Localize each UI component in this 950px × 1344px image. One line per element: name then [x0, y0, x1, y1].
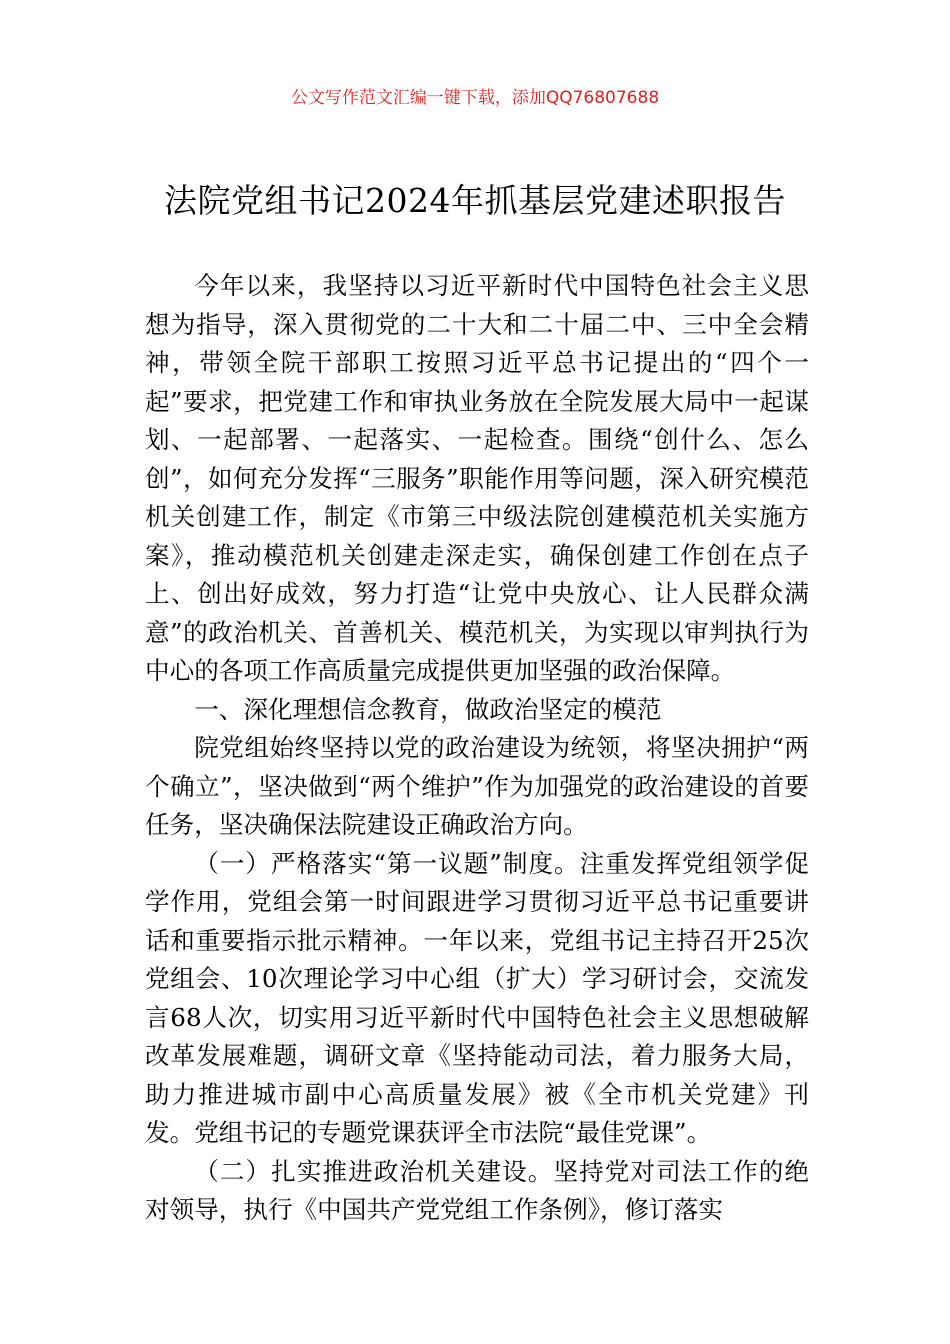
document-title: 法院党组书记2024年抓基层党建述职报告	[164, 181, 786, 220]
document-body	[145, 267, 809, 1230]
subsection-1-paragraph: （一）严格落实“第一议题”制度。注重发挥党组领学促学作用，党组会第一时间跟进学习贯彻习近平总书记重要讲话和重要指示批示精神。一年以来，党组书记主持召开25次党组会、10次理论学习中心组（扩大）学习研讨会，交流发言68人次，切实用习近平新时代中国特色社会主义思想破解改革发展难题，调研文章《坚持能动司法，着力服务大局，助力推进城市副中心高质量发展》被《全市机关党建》刊发。党组书记的专题党课获评全市法院“最佳党课”。	[145, 848, 809, 1147]
subsection-2-paragraph: （二）扎实推进政治机关建设。坚持党对司法工作的绝对领导，执行《中国共产党党组工作条例》，修订落实	[145, 1156, 809, 1224]
download-banner: 公文写作范文汇编一键下载，添加QQ76807688	[290, 88, 660, 108]
intro-paragraph: 今年以来，我坚持以习近平新时代中国特色社会主义思想为指导，深入贯彻党的二十大和二十届二中、三中全会精神，带领全院干部职工按照习近平总书记提出的“四个一起”要求，把党建工作和审执业务放在全院发展大局中一起谋划、一起部署、一起落实、一起检查。围绕“创什么、怎么创”，如何充分发挥“三服务”职能作用等问题，深入研究模范机关创建工作，制定《市第三中级法院创建模范机关实施方案》，推动模范机关创建走深走实，确保创建工作创在点子上、创出好成效，努力打造“让党中央放心、让人民群众满意”的政治机关、首善机关、模范机关，为实现以审判执行为中心的各项工作高质量完成提供更加坚强的政治保障。	[145, 271, 809, 685]
section-heading-1: 一、深化理想信念教育，做政治坚定的模范	[194, 694, 662, 724]
section-1-paragraph: 院党组始终坚持以党的政治建设为统领，将坚决拥护“两个确立”，坚决做到“两个维护”作为加强党的政治建设的首要任务，坚决确保法院建设正确政治方向。	[145, 733, 809, 839]
